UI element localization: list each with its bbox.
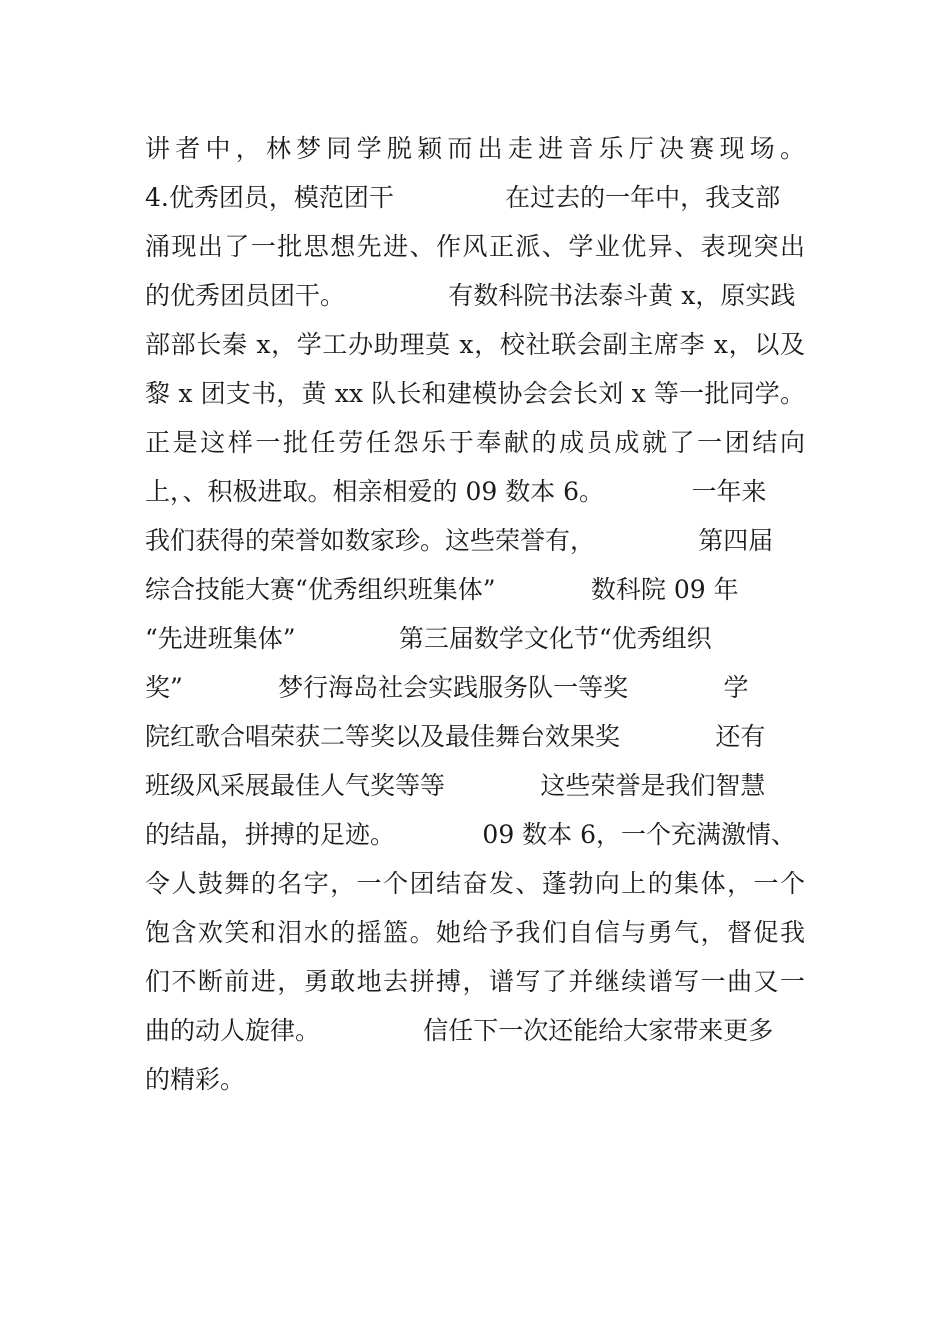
text-line: “先进班集体” 第三届数学文化节“优秀组织: [145, 624, 712, 653]
text-line: 综合技能大赛“优秀组织班集体” 数科院 09 年: [145, 575, 739, 604]
text-line: 涌现出了一批思想先进、作风正派、学业优异、表现突出: [145, 232, 805, 261]
text-line: 部部长秦 x，学工办助理莫 x，校社联会副主席李 x，以及: [145, 330, 805, 359]
text-line: 黎 x 团支书，黄 xx 队长和建模协会会长刘 x 等一批同学。: [145, 379, 805, 408]
text-line: 院红歌合唱荣获二等奖以及最佳舞台效果奖 还有: [145, 722, 766, 751]
text-line: 我们获得的荣誉如数家珍。这些荣誉有， 第四届: [145, 526, 774, 555]
text-line: 曲的动人旋律。 信任下一次还能给大家带来更多: [145, 1016, 774, 1045]
text-line: 讲者中，林梦同学脱颖而出走进音乐厅决赛现场。: [145, 134, 805, 163]
text-line: 上，、积极进取。相亲相爱的 09 数本 6。 一年来: [145, 477, 767, 506]
text-line: 正是这样一批任劳任怨乐于奉献的成员成就了一团结向: [145, 428, 805, 457]
text-line: 4.优秀团员，模范团干 在过去的一年中，我支部: [145, 183, 781, 212]
text-line: 饱含欢笑和泪水的摇篮。她给予我们自信与勇气，督促我: [145, 918, 805, 947]
text-line: 的结晶，拼搏的足迹。 09 数本 6，一个充满激情、: [145, 820, 797, 849]
text-line: 班级风采展最佳人气奖等等 这些荣誉是我们智慧: [145, 771, 766, 800]
text-line: 的优秀团员团干。 有数科院书法泰斗黄 x，原实践: [145, 281, 796, 310]
text-line: 的精彩。: [145, 1065, 246, 1094]
body-text: [145, 124, 805, 1104]
text-line: 们不断前进，勇敢地去拼搏，谱写了并继续谱写一曲又一: [145, 967, 805, 996]
text-line: 令人鼓舞的名字，一个团结奋发、蓬勃向上的集体，一个: [145, 869, 805, 898]
text-line: 奖” 梦行海岛社会实践服务队一等奖 学: [145, 673, 749, 702]
